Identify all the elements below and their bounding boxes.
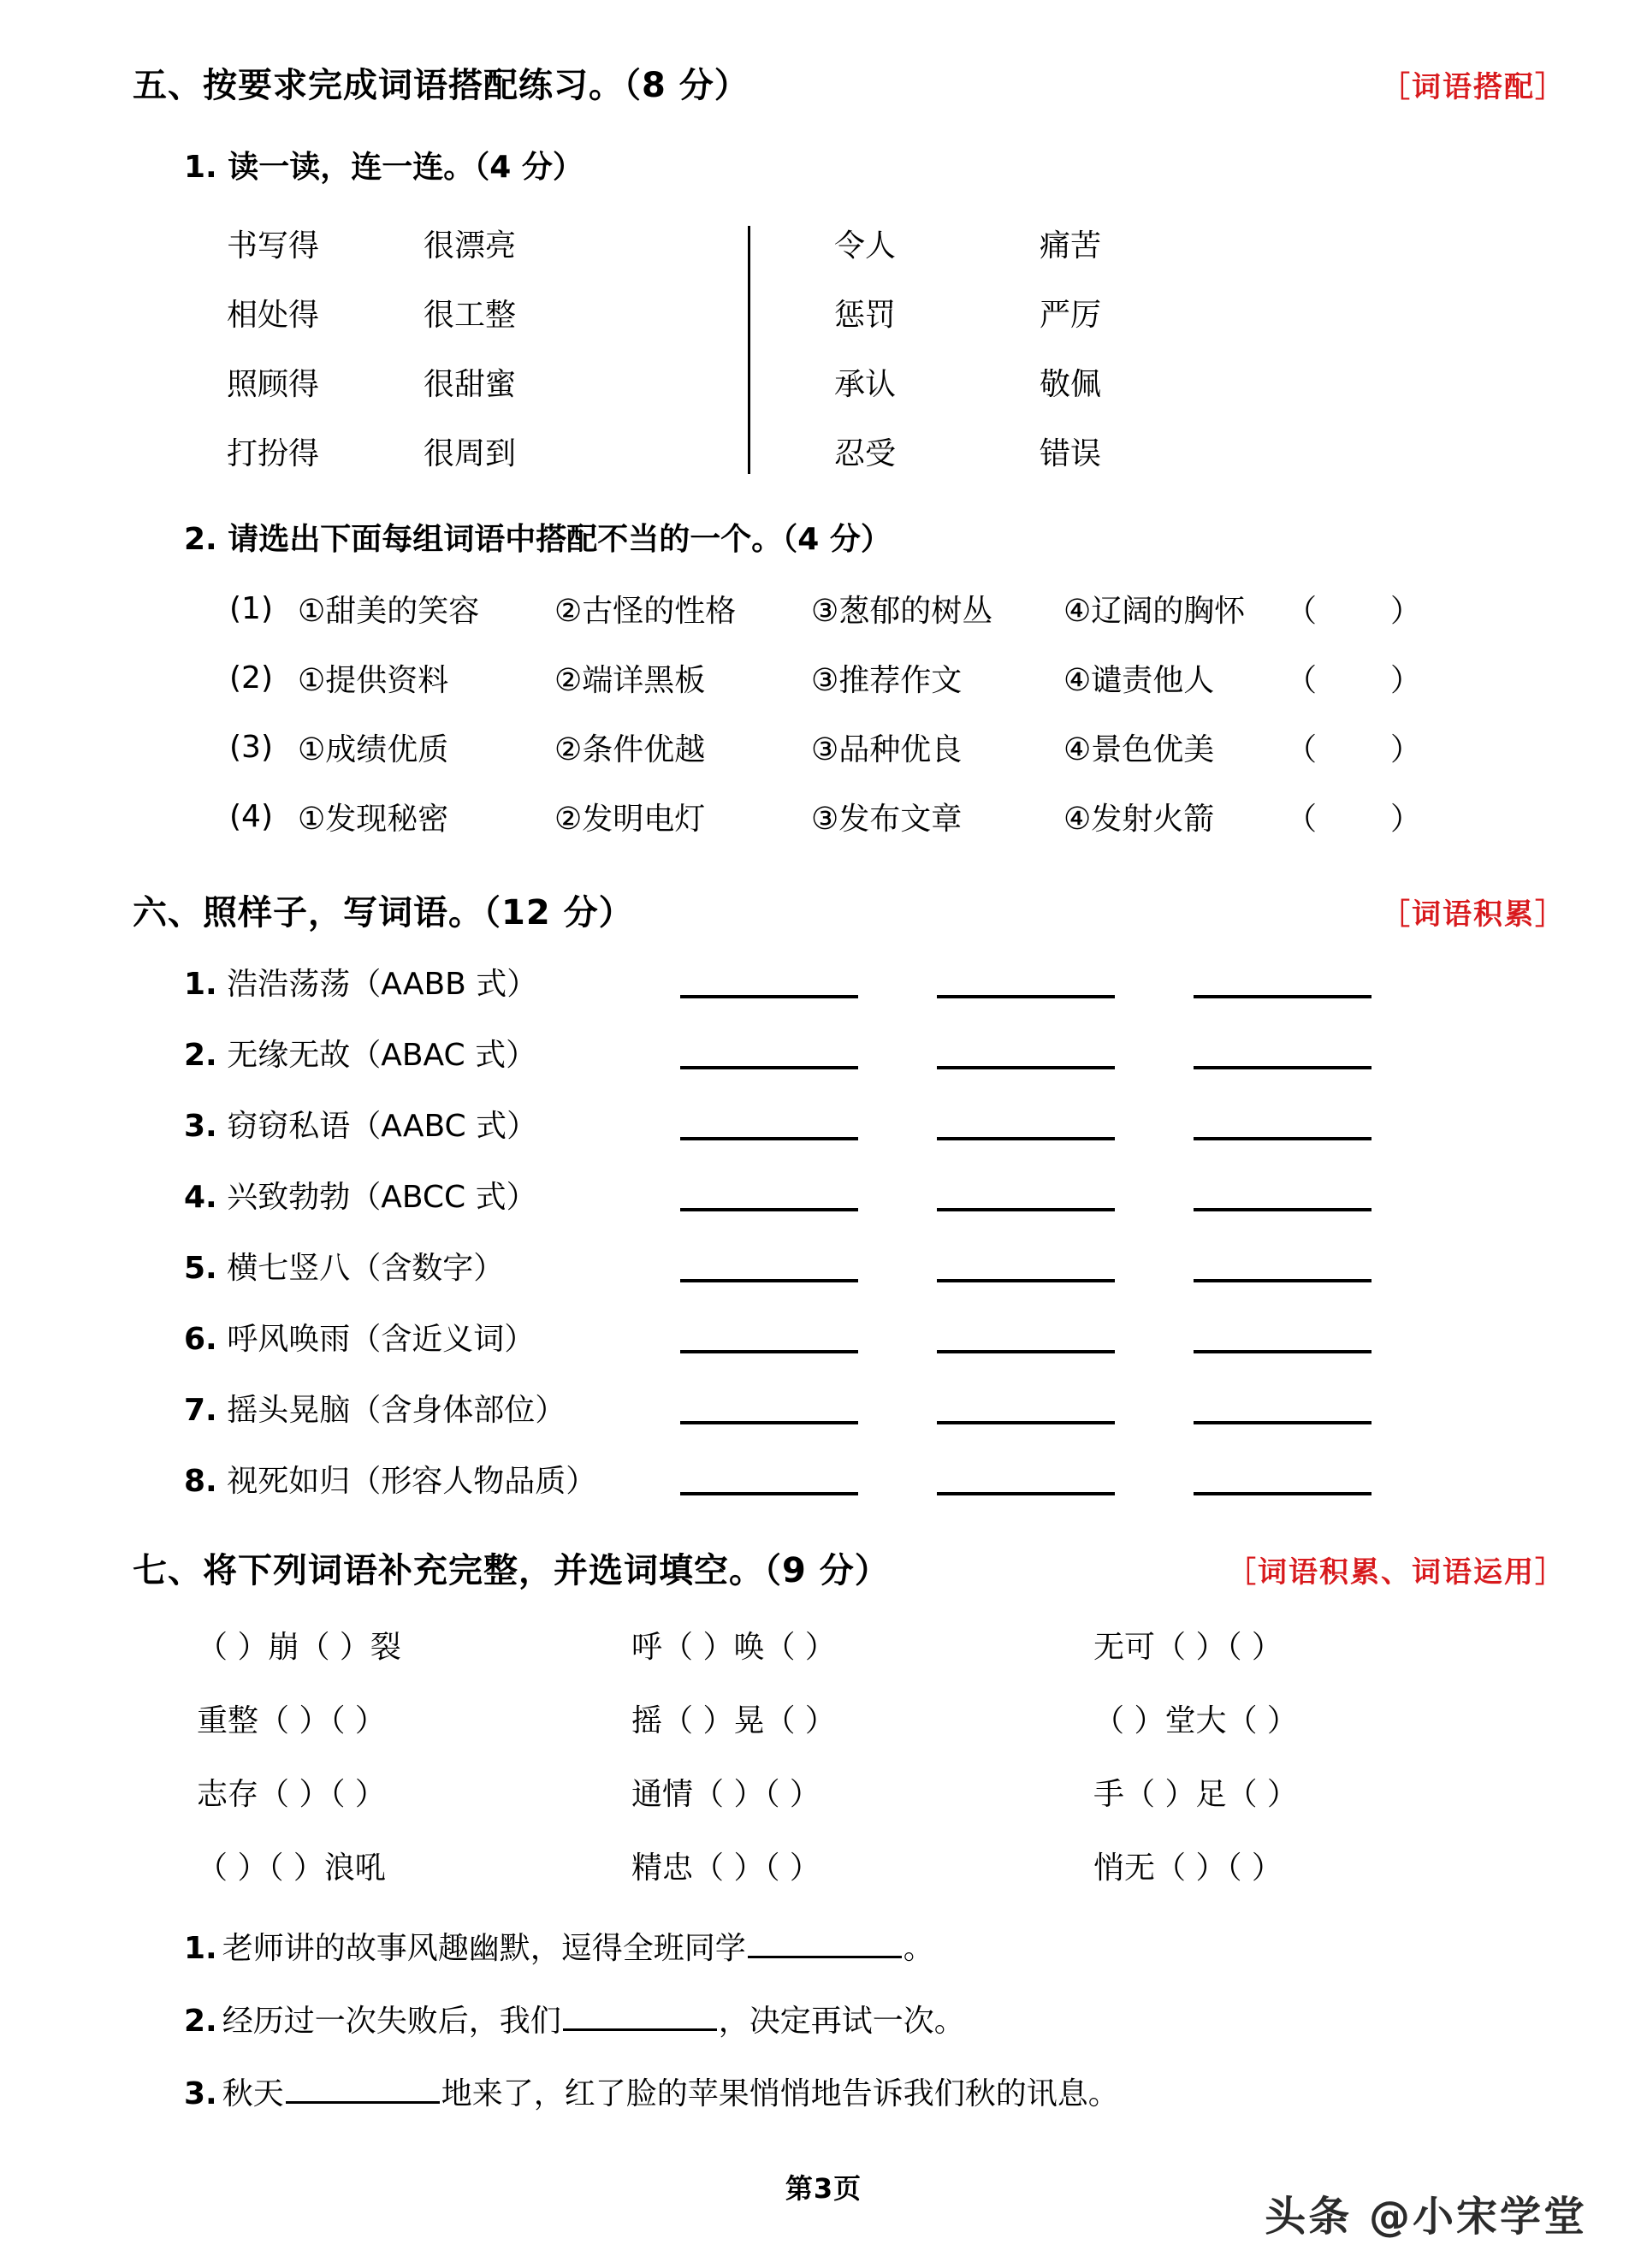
- pattern-row: [0, 1159, 1647, 1230]
- answer-blank[interactable]: [1194, 1321, 1372, 1353]
- pattern-blanks: [680, 966, 1372, 998]
- choice-option-4[interactable]: ④辽阔的胸怀: [1063, 594, 1246, 629]
- idiom-cell[interactable]: （ ）（ ）浪吼: [197, 1850, 386, 1886]
- match-left-b[interactable]: 很漂亮: [424, 228, 517, 264]
- choice-list: [0, 574, 1647, 851]
- pattern-number: 7.: [184, 1393, 217, 1428]
- answer-blank[interactable]: [937, 966, 1115, 998]
- choice-option-1[interactable]: ①提供资料: [298, 663, 449, 698]
- pattern-text: 窃窃私语（AABC 式）: [227, 1109, 538, 1144]
- idiom-cell[interactable]: 重整（ ）（ ）: [197, 1702, 386, 1738]
- paren-close: ）: [1390, 663, 1422, 698]
- answer-blank[interactable]: [937, 1250, 1115, 1282]
- idiom-cell[interactable]: （ ）崩（ ）裂: [197, 1629, 401, 1665]
- section-seven-tag: ［词语积累、词语运用］: [1227, 1555, 1566, 1590]
- answer-blank[interactable]: [937, 1179, 1115, 1211]
- pattern-number: 8.: [184, 1464, 217, 1499]
- choice-answer-box[interactable]: [1286, 656, 1421, 700]
- idiom-grid: [0, 1608, 1647, 1902]
- answer-blank[interactable]: [680, 1179, 858, 1211]
- section-five-tag: ［词语搭配］: [1381, 70, 1566, 104]
- match-left-a[interactable]: 书写得: [227, 228, 320, 264]
- match-row[interactable]: [227, 278, 1647, 347]
- sentence-number: 2.: [184, 2004, 217, 2039]
- choice-option-2[interactable]: ②古怪的性格: [554, 594, 737, 629]
- answer-blank[interactable]: [937, 1321, 1115, 1353]
- pattern-text: 无缘无故（ABAC 式）: [227, 1038, 537, 1073]
- idiom-cell[interactable]: 手（ ）足（ ）: [1093, 1776, 1298, 1812]
- choice-option-2[interactable]: ②端详黑板: [554, 663, 706, 698]
- pattern-row: [0, 1088, 1647, 1159]
- answer-blank[interactable]: [680, 1321, 858, 1353]
- choice-label: (2): [229, 660, 273, 696]
- answer-blank[interactable]: [1194, 1392, 1372, 1424]
- choice-answer-box[interactable]: [1286, 725, 1421, 769]
- worksheet-page: [0, 58, 1647, 2268]
- choice-answer-box[interactable]: [1286, 795, 1421, 838]
- answer-blank[interactable]: [680, 1392, 858, 1424]
- choice-option-4[interactable]: ④景色优美: [1063, 732, 1215, 767]
- sentence-text-before: 经历过一次失败后，我们: [222, 2004, 561, 2039]
- section-six-title: 六、照样子，写词语。（12 分）: [133, 893, 634, 933]
- match-left-a[interactable]: 相处得: [227, 298, 320, 333]
- pattern-blanks: [680, 1321, 1372, 1353]
- choice-row[interactable]: [0, 713, 1647, 782]
- pattern-text: 摇头晃脑（含身体部位）: [227, 1393, 566, 1428]
- sentence-blank[interactable]: [748, 1930, 902, 1958]
- pattern-label: [184, 1173, 663, 1217]
- section-seven-header: [0, 1543, 1647, 1592]
- paren-open: （: [1286, 802, 1318, 837]
- pattern-list: [0, 946, 1647, 1514]
- match-right-b[interactable]: 痛苦: [1040, 228, 1102, 264]
- paren-close: ）: [1390, 732, 1422, 767]
- pattern-number: 5.: [184, 1251, 217, 1286]
- pattern-label: [184, 1457, 663, 1501]
- paren-close: ）: [1390, 802, 1422, 837]
- match-right-a[interactable]: 令人: [834, 228, 897, 264]
- idiom-cell[interactable]: 通情（ ）（ ）: [631, 1776, 821, 1812]
- page-number: 第3页: [785, 2172, 862, 2205]
- pattern-row: [0, 946, 1647, 1017]
- section-five-header: [0, 58, 1647, 107]
- idiom-row: [0, 1608, 1647, 1681]
- idiom-row: [0, 1755, 1647, 1828]
- choice-option-1[interactable]: ①甜美的笑容: [298, 594, 480, 629]
- idiom-cell[interactable]: 无可（ ）（ ）: [1093, 1629, 1283, 1665]
- pattern-text: 浩浩荡荡（AABB 式）: [227, 967, 538, 1002]
- idiom-cell[interactable]: （ ）堂大（ ）: [1093, 1702, 1298, 1738]
- idiom-row: [0, 1681, 1647, 1755]
- sentence-blank[interactable]: [286, 2076, 440, 2104]
- answer-blank[interactable]: [680, 1463, 858, 1495]
- choice-option-1[interactable]: ①发现秘密: [298, 802, 449, 837]
- match-right-b[interactable]: 错误: [1040, 436, 1102, 471]
- answer-blank[interactable]: [1194, 966, 1372, 998]
- choice-option-2[interactable]: ②发明电灯: [554, 802, 706, 837]
- choice-answer-box[interactable]: [1286, 587, 1421, 631]
- idiom-cell[interactable]: 呼（ ）唤（ ）: [631, 1629, 836, 1665]
- choice-option-3[interactable]: ③品种优良: [811, 732, 963, 767]
- answer-blank[interactable]: [937, 1463, 1115, 1495]
- idiom-cell[interactable]: 精忠（ ）（ ）: [631, 1850, 821, 1886]
- pattern-number: 1.: [184, 967, 217, 1002]
- match-right-a[interactable]: 惩罚: [834, 298, 897, 333]
- answer-blank[interactable]: [937, 1108, 1115, 1140]
- answer-blank[interactable]: [1194, 1463, 1372, 1495]
- pattern-blanks: [680, 1179, 1372, 1211]
- choice-option-4[interactable]: ④发射火箭: [1063, 802, 1215, 837]
- watermark: 头条 @小宋学堂: [1265, 2193, 1587, 2241]
- answer-blank[interactable]: [937, 1037, 1115, 1069]
- match-left-b[interactable]: 很甜蜜: [424, 367, 517, 402]
- section-five-sub1: 1. 读一读，连一连。（4 分）: [184, 150, 584, 185]
- match-row[interactable]: [227, 347, 1647, 417]
- section-six-header: [0, 885, 1647, 934]
- sentence-number: 3.: [184, 2076, 217, 2111]
- idiom-row: [0, 1828, 1647, 1902]
- pattern-label: [184, 960, 663, 1004]
- pattern-label: [184, 1102, 663, 1146]
- pattern-label: [184, 1031, 663, 1075]
- match-row[interactable]: [227, 417, 1647, 486]
- choice-option-1[interactable]: ①成绩优质: [298, 732, 449, 767]
- answer-blank[interactable]: [937, 1392, 1115, 1424]
- match-right-b[interactable]: 严厉: [1040, 298, 1102, 333]
- choice-option-3[interactable]: ③推荐作文: [811, 663, 963, 698]
- pattern-blanks: [680, 1392, 1372, 1424]
- answer-blank[interactable]: [1194, 1108, 1372, 1140]
- paren-close: ）: [1390, 594, 1422, 629]
- pattern-label: [184, 1386, 663, 1430]
- choice-row[interactable]: [0, 643, 1647, 713]
- pattern-text: 兴致勃勃（ABCC 式）: [227, 1180, 537, 1215]
- sentence-text-after: 地来了，红了脸的苹果悄悄地告诉我们秋的讯息。: [441, 2076, 1119, 2111]
- paren-open: （: [1286, 732, 1318, 767]
- pattern-number: 3.: [184, 1109, 217, 1144]
- pattern-label: [184, 1244, 663, 1288]
- choice-label: (4): [229, 799, 273, 834]
- choice-label: (3): [229, 730, 273, 765]
- match-row[interactable]: [227, 209, 1647, 278]
- section-seven-title: 七、将下列词语补充完整，并选词填空。（9 分）: [133, 1551, 890, 1590]
- paren-open: （: [1286, 663, 1318, 698]
- pattern-text: 横七竖八（含数字）: [227, 1251, 505, 1286]
- choice-option-2[interactable]: ②条件优越: [554, 732, 706, 767]
- choice-row[interactable]: [0, 574, 1647, 643]
- sentence-text-after: 。: [903, 1931, 934, 1966]
- section-five-title: 五、按要求完成词语搭配练习。（8 分）: [133, 66, 749, 105]
- pattern-blanks: [680, 1108, 1372, 1140]
- match-left-b[interactable]: 很周到: [424, 436, 517, 471]
- match-right-a[interactable]: 承认: [834, 367, 897, 402]
- matching-divider: [748, 226, 750, 474]
- match-left-a[interactable]: 打扮得: [227, 436, 320, 471]
- answer-blank[interactable]: [680, 966, 858, 998]
- pattern-text: 视死如归（形容人物品质）: [227, 1464, 597, 1499]
- match-left-a[interactable]: 照顾得: [227, 367, 320, 402]
- pattern-row: [0, 1230, 1647, 1301]
- answer-blank[interactable]: [680, 1037, 858, 1069]
- answer-blank[interactable]: [1194, 1179, 1372, 1211]
- match-right-a[interactable]: 忍受: [834, 436, 897, 471]
- sentence-blank[interactable]: [563, 2003, 717, 2031]
- match-left-b[interactable]: 很工整: [424, 298, 517, 333]
- sentence-row: [0, 1997, 1647, 2070]
- idiom-cell[interactable]: 悄无（ ）（ ）: [1093, 1850, 1283, 1886]
- sentence-text-after: ，决定再试一次。: [718, 2004, 965, 2039]
- idiom-cell[interactable]: 志存（ ）（ ）: [197, 1776, 386, 1812]
- pattern-number: 4.: [184, 1180, 217, 1215]
- sentence-list: [0, 1924, 1647, 2142]
- section-six-tag: ［词语积累］: [1381, 897, 1566, 932]
- pattern-blanks: [680, 1250, 1372, 1282]
- sentence-text-before: 秋天: [222, 2076, 284, 2111]
- choice-option-3[interactable]: ③葱郁的树丛: [811, 594, 993, 629]
- pattern-blanks: [680, 1463, 1372, 1495]
- match-right-b[interactable]: 敬佩: [1040, 367, 1102, 402]
- pattern-row: [0, 1443, 1647, 1514]
- pattern-row: [0, 1372, 1647, 1443]
- choice-option-3[interactable]: ③发布文章: [811, 802, 963, 837]
- section-five-sub2: 2. 请选出下面每组词语中搭配不当的一个。（4 分）: [184, 522, 892, 557]
- sentence-text-before: 老师讲的故事风趣幽默，逗得全班同学: [222, 1931, 746, 1966]
- answer-blank[interactable]: [1194, 1250, 1372, 1282]
- sentence-row: [0, 2070, 1647, 2142]
- answer-blank[interactable]: [680, 1108, 858, 1140]
- answer-blank[interactable]: [680, 1250, 858, 1282]
- choice-label: (1): [229, 591, 273, 626]
- pattern-text: 呼风唤雨（含近义词）: [227, 1322, 536, 1357]
- answer-blank[interactable]: [1194, 1037, 1372, 1069]
- pattern-row: [0, 1017, 1647, 1088]
- pattern-blanks: [680, 1037, 1372, 1069]
- idiom-cell[interactable]: 摇（ ）晃（ ）: [631, 1702, 836, 1738]
- choice-option-4[interactable]: ④谴责他人: [1063, 663, 1215, 698]
- sentence-number: 1.: [184, 1931, 217, 1966]
- sentence-row: [0, 1924, 1647, 1997]
- matching-exercise: [0, 209, 1647, 486]
- pattern-row: [0, 1301, 1647, 1372]
- pattern-label: [184, 1315, 663, 1359]
- choice-row[interactable]: [0, 782, 1647, 851]
- pattern-number: 6.: [184, 1322, 217, 1357]
- pattern-number: 2.: [184, 1038, 217, 1073]
- paren-open: （: [1286, 594, 1318, 629]
